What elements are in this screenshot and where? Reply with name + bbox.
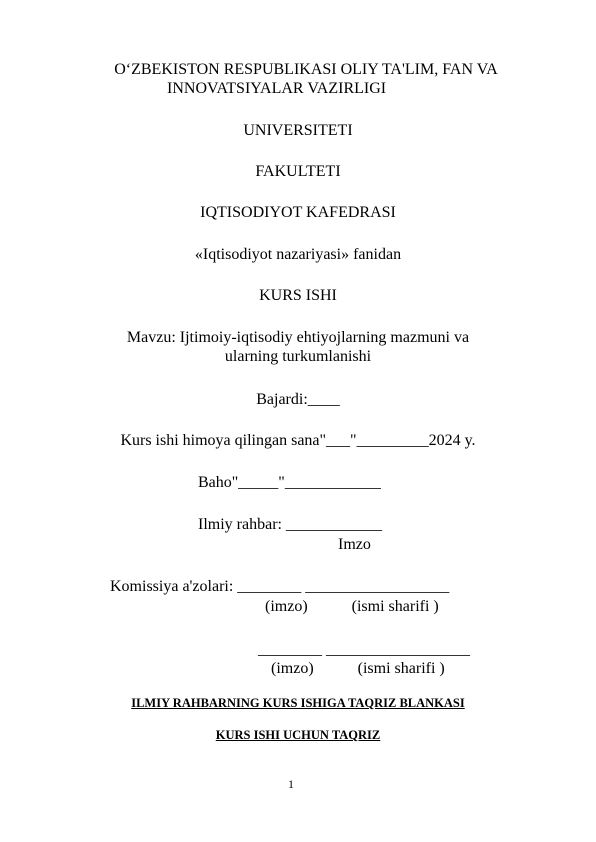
commission-captions-1: (imzo) (ismi sharifi ) (265, 598, 439, 615)
page-number: 1 (288, 777, 294, 791)
commission-line-2: ________ __________________ (258, 641, 470, 658)
review-form-title: ILMIY RAHBARNING KURS ISHIGA TAQRIZ BLANKASI (131, 696, 465, 710)
defense-date-line: Kurs ishi himoya qilingan sana"___"_________2024 y. (120, 432, 476, 449)
commission-captions-2: (imzo) (ismi sharifi ) (271, 660, 445, 677)
subject-line: «Iqtisodiyot nazariyasi» fanidan (194, 246, 402, 263)
ministry-line-1: O‘ZBEKISTON RESPUBLIKASI OLIY TA'LIM, FAN VA (114, 61, 498, 78)
department-name: IQTISODIYOT KAFEDRASI (200, 204, 396, 221)
supervisor-line: Ilmiy rahbar: ____________ (198, 516, 382, 533)
commission-line-1: Komissiya a'zolari: ________ __________________ (110, 578, 450, 595)
topic-line-2: ularning turkumlanishi (224, 348, 372, 365)
grade-line: Baho"_____"____________ (198, 474, 381, 491)
supervisor-signature-label: Imzo (338, 536, 371, 553)
university-name: UNIVERSITETI (243, 122, 353, 139)
review-title: KURS ISHI UCHUN TAQRIZ (215, 728, 381, 742)
ministry-line-2: INNOVATSIYALAR VAZIRLIGI (167, 80, 387, 97)
topic-line-1: Mavzu: Ijtimoiy-iqtisodiy ehtiyojlarning mazmuni va (126, 329, 470, 346)
performer-line: Bajardi:____ (256, 391, 340, 408)
document-type: KURS ISHI (259, 287, 337, 304)
faculty-name: FAKULTETI (255, 163, 341, 180)
